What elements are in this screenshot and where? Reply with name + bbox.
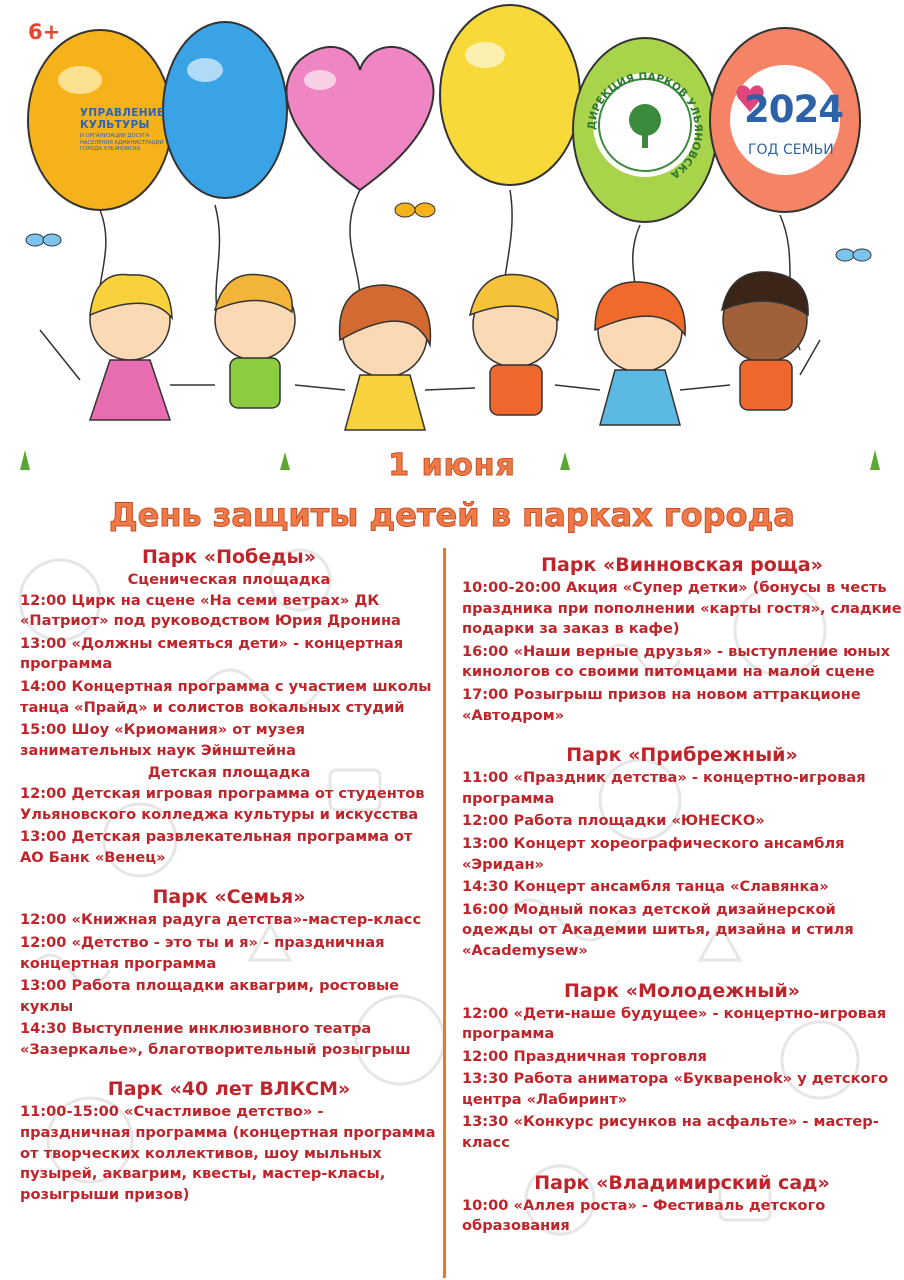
event-item: 14:30 Концерт ансамбля танца «Славянка» xyxy=(462,878,829,896)
section-gap xyxy=(462,964,902,978)
balloon-yellow xyxy=(440,5,580,185)
page-title: День защиты детей в парках города xyxy=(109,496,795,534)
event-date: 1 июня xyxy=(388,448,516,483)
event-item: 11:00-15:00 «Счастливое детство» - праздничная программа (концертная программа от творческих коллективов, шоу мыльных пузырей, аквагрим, квесты, мастер-класы, розыгрыши призов) xyxy=(20,1103,436,1203)
culture-logo-title: УПРАВЛЕНИЕ КУЛЬТУРЫ xyxy=(80,107,165,131)
culture-logo-subtitle: И ОРГАНИЗАЦИИ ДОСУГА НАСЕЛЕНИЯ АДМИНИСТРАЦИИ ГОРОДА УЛЬЯНОВСКА xyxy=(80,133,164,152)
balloon-blue xyxy=(163,22,287,198)
hero-illustration xyxy=(0,0,904,480)
park-heading: Парк «Прибрежный» xyxy=(566,744,798,767)
section-gap xyxy=(462,728,902,742)
event-item: 12:00 Праздничная торговля xyxy=(462,1047,707,1065)
section-gap xyxy=(20,1062,438,1076)
event-item: 11:00 «Праздник детства» - концертно-игровая программа xyxy=(462,769,866,807)
butterfly-icon xyxy=(395,203,435,217)
age-rating: 6+ xyxy=(28,20,61,44)
section-gap xyxy=(20,870,438,884)
family-year-label: ГОД СЕМЬИ xyxy=(748,142,834,158)
event-item: 16:00 «Наши верные друзья» - выступление юных кинологов со своими питомцами на малой сцене xyxy=(462,642,891,681)
event-item: 12:00 «Детство - это ты и я» - праздничная концертная программа xyxy=(20,933,385,972)
event-item: 10:00-20:00 Акция «Супер детки» (бонусы в честь праздника при пополнении «карты гостя», сладкие подарки за заказ в кафе) xyxy=(462,579,902,638)
event-item: 13:30 Работа аниматора «Буквареноk» у детского центра «Лабиринт» xyxy=(462,1070,889,1108)
family-year-number: 2024 xyxy=(744,88,843,131)
event-item: 16:00 Модный показ детской дизайнерской одежды от Академии шитья, дизайна и стиля «Academysew» xyxy=(462,900,854,959)
event-item: 13:00 Работа площадки аквагрим, ростовые куклы xyxy=(20,977,400,1015)
event-item: 13:30 «Конкурс рисунков на асфальте» - мастер-класс xyxy=(462,1113,879,1152)
event-item: 17:00 Розыгрыш призов на новом аттракционе «Автодром» xyxy=(462,685,861,724)
parks-logo-ring-text xyxy=(583,48,707,208)
left-column xyxy=(20,544,438,1207)
section-gap xyxy=(462,1156,902,1170)
event-item: 12:00 Работа площадки «ЮНЕСКО» xyxy=(462,812,765,830)
right-column xyxy=(462,552,902,1239)
event-item: 15:00 Шоу «Криомания» от музея занимательных наук Эйнштейна xyxy=(20,721,305,759)
event-item: 13:00 Детская развлекательная программа от АО Банк «Венец» xyxy=(20,828,413,866)
event-item: 14:30 Выступление инклюзивного театра «Зазеркалье», благотворительный розыгрыш xyxy=(20,1020,411,1058)
event-item: 13:00 «Должны смеяться дети» - концертная программа xyxy=(20,634,404,673)
event-item: 13:00 Концерт хореографического ансамбля «Эридан» xyxy=(462,834,845,873)
venue-heading: Сценическая площадка xyxy=(127,571,331,588)
park-heading: Парк «Винновская роща» xyxy=(541,554,823,576)
event-item: 10:00 «Аллея роста» - Фестиваль детского образования xyxy=(462,1196,826,1235)
event-item: 12:00 Детская игровая программа от студентов Ульяновского колледжа культуры и искусства xyxy=(20,784,425,823)
venue-heading: Детская площадка xyxy=(147,764,311,782)
svg-text:ДИРЕКЦИЯ ПАРКОВ УЛЬЯНОВСКА: ДИРЕКЦИЯ ПАРКОВ УЛЬЯНОВСКА xyxy=(585,70,705,181)
park-heading: Парк «Молодежный» xyxy=(563,979,801,1002)
park-heading: Парк «Семья» xyxy=(152,886,306,909)
park-heading: Парк «40 лет ВЛКСМ» xyxy=(107,1078,351,1101)
event-item: 12:00 «Дети-наше будущее» - концертно-игровая программа xyxy=(462,1004,887,1043)
park-heading: Парк «Победы» xyxy=(141,546,316,568)
event-item: 12:00 «Книжная радуга детства»-мастер-класс xyxy=(20,911,422,929)
column-divider xyxy=(443,548,446,1278)
event-item: 14:00 Концертная программа с участием школы танца «Прайд» и солистов вокальных студий xyxy=(20,677,432,716)
park-heading: Парк «Владимирский сад» xyxy=(534,1171,830,1194)
balloon-heart xyxy=(287,47,434,190)
event-item: 12:00 Цирк на сцене «На семи ветрах» ДК «Патриот» под руководством Юрия Дронина xyxy=(20,591,401,630)
